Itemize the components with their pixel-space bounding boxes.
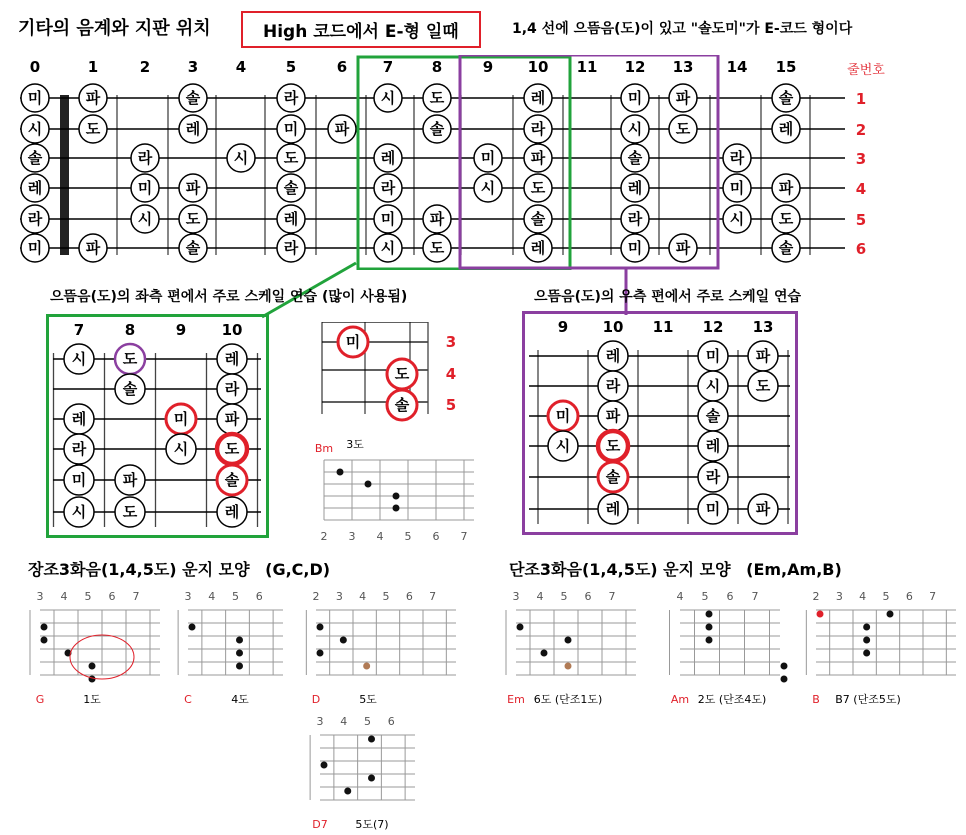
note-label: 파 <box>334 120 350 138</box>
chart-fret-number: 3 <box>512 590 520 603</box>
chart-fret-number: 4 <box>208 590 216 603</box>
fret-number: 10 <box>221 321 243 339</box>
finger-dot <box>236 637 243 644</box>
note-label: 도 <box>755 377 771 395</box>
note-label: 솔 <box>185 239 201 257</box>
note-label: 시 <box>555 437 571 455</box>
right-scale-box <box>522 311 798 535</box>
note-label: 파 <box>85 89 101 107</box>
chart-fret-number: 4 <box>859 590 867 603</box>
finger-dot <box>565 663 572 670</box>
chart-fret-number: 5 <box>560 590 568 603</box>
chord-name: Bm <box>314 442 334 455</box>
note-label: 레 <box>605 500 621 518</box>
note-label: 도 <box>778 210 794 228</box>
finger-dot <box>863 624 870 631</box>
chart-fret-number: 5 <box>84 590 92 603</box>
note-label: 시 <box>380 239 396 257</box>
note-label: 라 <box>283 239 299 257</box>
note-label: 시 <box>627 120 643 138</box>
finger-dot <box>565 637 572 644</box>
fret-number: 10 <box>602 318 624 336</box>
fret-number: 13 <box>672 58 694 76</box>
note-label: 라 <box>605 377 621 395</box>
chord-degree: B7 (단조5도) <box>835 693 901 706</box>
chord-name: B <box>812 693 820 706</box>
note-label: 레 <box>27 179 43 197</box>
note-label: 레 <box>530 239 546 257</box>
fret-number: 5 <box>285 58 297 76</box>
string-number: 2 <box>855 121 867 139</box>
chart-fret-number: 5 <box>404 530 412 542</box>
note-label: 솔 <box>185 89 201 107</box>
note-label: 미 <box>345 333 361 351</box>
note-label: 미 <box>705 347 721 365</box>
note-label: 시 <box>729 210 745 228</box>
note-label: 파 <box>530 149 546 167</box>
finger-dot <box>817 611 824 618</box>
right-scale-caption: 으뜸음(도)의 우측 편에서 주로 스케일 연습 <box>534 289 802 305</box>
finger-dot <box>368 736 375 743</box>
note-label: 시 <box>71 350 87 368</box>
note-label: 파 <box>755 347 771 365</box>
fret-number: 0 <box>29 58 41 76</box>
note-label: 파 <box>429 210 445 228</box>
string-number: 3 <box>445 333 457 351</box>
mode-title-box: High 코드에서 E-형 일때 <box>241 11 481 48</box>
note-label: 솔 <box>705 407 721 425</box>
note-label: 라 <box>71 440 87 458</box>
note-label: 파 <box>122 471 138 489</box>
note-label: 파 <box>185 179 201 197</box>
chart-fret-number: 6 <box>584 590 592 603</box>
finger-dot <box>368 775 375 782</box>
note-label: 시 <box>380 89 396 107</box>
finger-dot <box>41 637 48 644</box>
finger-dot <box>89 663 96 670</box>
finger-dot <box>189 624 196 631</box>
note-label: 미 <box>555 407 571 425</box>
note-label: 미 <box>27 89 43 107</box>
right-scale-diagram <box>525 314 795 532</box>
chart-fret-number: 2 <box>320 530 328 542</box>
note-label: 라 <box>137 149 153 167</box>
note-label: 시 <box>233 149 249 167</box>
chart-fret-number: 4 <box>359 590 367 603</box>
finger-dot <box>363 663 370 670</box>
string-number: 4 <box>855 180 867 198</box>
fret-number: 9 <box>482 58 494 76</box>
minor-title-text: 단조3화음(1,4,5도) 운지 모양 <box>509 560 731 579</box>
note-label: 라 <box>283 89 299 107</box>
note-label: 파 <box>675 89 691 107</box>
chart-fret-number: 6 <box>108 590 116 603</box>
note-label: 라 <box>705 468 721 486</box>
chord-degree: 5도 <box>359 693 377 706</box>
note-label: 미 <box>137 179 153 197</box>
chart-fret-number: 4 <box>536 590 544 603</box>
finger-dot <box>706 624 713 631</box>
note-label: 파 <box>224 410 240 428</box>
note-label: 라 <box>729 149 745 167</box>
note-label: 레 <box>71 410 87 428</box>
note-label: 도 <box>429 239 445 257</box>
chart-fret-number: 3 <box>36 590 44 603</box>
note-label: 도 <box>675 120 691 138</box>
note-label: 솔 <box>605 468 621 486</box>
fret-number: 11 <box>652 318 674 336</box>
left-scale-caption: 으뜸음(도)의 좌측 편에서 주로 스케일 연습 (많이 사용됨) <box>50 289 408 305</box>
note-label: 미 <box>627 89 643 107</box>
note-label: 미 <box>705 500 721 518</box>
finger-dot <box>863 650 870 657</box>
finger-dot <box>317 624 324 631</box>
note-label: 레 <box>778 120 794 138</box>
chart-fret-number: 2 <box>312 590 320 603</box>
major-title <box>28 557 330 580</box>
fret-number: 13 <box>752 318 774 336</box>
chart-fret-number: 4 <box>676 590 684 603</box>
note-label: 시 <box>705 377 721 395</box>
fret-number: 12 <box>702 318 724 336</box>
fret-number: 6 <box>336 58 348 76</box>
note-label: 레 <box>380 149 396 167</box>
chart-fret-number: 6 <box>432 530 440 542</box>
finger-dot <box>365 481 372 488</box>
finger-dot <box>706 611 713 618</box>
note-label: 레 <box>224 350 240 368</box>
finger-dot <box>321 762 328 769</box>
finger-dot <box>41 624 48 631</box>
note-label: 레 <box>605 347 621 365</box>
chart-fret-number: 3 <box>348 530 356 542</box>
note-label: 레 <box>224 503 240 521</box>
note-label: 레 <box>627 179 643 197</box>
finger-dot <box>317 650 324 657</box>
chart-fret-number: 6 <box>387 715 395 728</box>
chart-fret-number: 5 <box>382 590 390 603</box>
minor-title <box>509 557 842 580</box>
page-title: 기타의 음계와 지판 위치 <box>18 18 211 39</box>
note-label: 미 <box>71 471 87 489</box>
chart-fret-number: 7 <box>460 530 468 542</box>
note-label: 시 <box>71 503 87 521</box>
note-label: 솔 <box>627 149 643 167</box>
nut <box>60 95 69 255</box>
finger-dot <box>344 788 351 795</box>
chord-name: G <box>35 693 45 706</box>
chart-fret-number: 3 <box>184 590 192 603</box>
major-title-text: 장조3화음(1,4,5도) 운지 모양 <box>28 560 250 579</box>
note-label: 레 <box>283 210 299 228</box>
note-label: 솔 <box>224 471 240 489</box>
chart-fret-number: 6 <box>905 590 913 603</box>
fret-number: 9 <box>175 321 187 339</box>
note-label: 미 <box>480 149 496 167</box>
string-number: 3 <box>855 150 867 168</box>
chart-fret-number: 3 <box>335 590 343 603</box>
note-label: 파 <box>675 239 691 257</box>
triad-diagram <box>310 322 480 542</box>
note-label: 파 <box>605 407 621 425</box>
finger-dot <box>517 624 524 631</box>
fret-number: 2 <box>139 58 151 76</box>
chart-fret-number: 6 <box>405 590 413 603</box>
note-label: 미 <box>27 239 43 257</box>
note-label: 미 <box>729 179 745 197</box>
chart-fret-number: 6 <box>726 590 734 603</box>
finger-dot <box>393 493 400 500</box>
chord-degree: 6도 (단조1도) <box>533 693 603 706</box>
minor-chords-label: (Em,Am,B) <box>746 560 842 579</box>
note-label: 파 <box>85 239 101 257</box>
chord-name: Em <box>507 693 525 706</box>
string-number: 5 <box>855 211 867 229</box>
string-number: 1 <box>855 90 867 108</box>
fret-number: 4 <box>235 58 247 76</box>
finger-dot <box>340 637 347 644</box>
note-label: 도 <box>122 503 138 521</box>
note-label: 도 <box>224 440 240 458</box>
note-label: 미 <box>283 120 299 138</box>
note-label: 솔 <box>122 380 138 398</box>
chart-fret-number: 7 <box>929 590 937 603</box>
note-label: 시 <box>480 179 496 197</box>
chart-fret-number: 5 <box>882 590 890 603</box>
note-label: 시 <box>137 210 153 228</box>
chord-charts <box>0 585 966 835</box>
chord-name: D <box>311 693 321 706</box>
fret-number: 11 <box>576 58 598 76</box>
chart-fret-number: 7 <box>751 590 759 603</box>
chord-name: D7 <box>312 818 328 831</box>
fret-number: 1 <box>87 58 99 76</box>
chart-fret-number: 5 <box>232 590 239 603</box>
string-number: 4 <box>445 365 457 383</box>
chart-fret-number: 2 <box>812 590 820 603</box>
fret-number: 14 <box>726 58 748 76</box>
note-label: 도 <box>85 120 101 138</box>
fret-number: 10 <box>527 58 549 76</box>
fret-number: 7 <box>382 58 394 76</box>
note-label: 라 <box>627 210 643 228</box>
header-note: 1,4 선에 으뜸음(도)이 있고 "솔도미"가 E-코드 형이다 <box>512 21 853 37</box>
finger-dot <box>887 611 894 618</box>
note-label: 도 <box>394 365 410 383</box>
note-label: 도 <box>185 210 201 228</box>
finger-dot <box>236 663 243 670</box>
note-label: 솔 <box>778 89 794 107</box>
chart-fret-number: 5 <box>701 590 709 603</box>
note-label: 라 <box>530 120 546 138</box>
chart-fret-number: 6 <box>255 590 263 603</box>
chord-degree: 4도 <box>231 693 249 706</box>
finger-dot <box>781 676 788 683</box>
chord-name: Am <box>670 693 690 706</box>
string-number-label: 줄번호 <box>847 63 885 78</box>
note-label: 라 <box>224 380 240 398</box>
note-label: 파 <box>778 179 794 197</box>
finger-dot <box>236 650 243 657</box>
fret-number: 12 <box>624 58 646 76</box>
note-label: 솔 <box>778 239 794 257</box>
note-label: 솔 <box>429 120 445 138</box>
finger-dot <box>541 650 548 657</box>
note-label: 레 <box>530 89 546 107</box>
note-label: 미 <box>627 239 643 257</box>
chart-fret-number: 7 <box>429 590 437 603</box>
note-label: 도 <box>429 89 445 107</box>
fret-number: 9 <box>557 318 569 336</box>
note-label: 시 <box>173 440 189 458</box>
chord-fret-label: 3도 <box>346 438 364 451</box>
chart-fret-number: 4 <box>60 590 68 603</box>
string-number: 5 <box>445 396 457 414</box>
fret-number: 15 <box>775 58 797 76</box>
chart-fret-number: 5 <box>364 715 371 728</box>
note-label: 도 <box>605 437 621 455</box>
finger-dot <box>393 505 400 512</box>
chart-fret-number: 7 <box>132 590 140 603</box>
main-fretboard <box>0 55 966 270</box>
note-label: 솔 <box>283 179 299 197</box>
finger-dot <box>89 676 96 683</box>
fret-number: 8 <box>431 58 443 76</box>
left-scale-diagram <box>49 317 266 535</box>
note-label: 도 <box>122 350 138 368</box>
note-label: 라 <box>380 179 396 197</box>
note-label: 파 <box>755 500 771 518</box>
chart-fret-number: 3 <box>835 590 843 603</box>
fret-number: 7 <box>73 321 85 339</box>
finger-dot <box>706 637 713 644</box>
note-label: 미 <box>173 410 189 428</box>
note-label: 미 <box>380 210 396 228</box>
chart-fret-number: 7 <box>608 590 616 603</box>
fret-number: 3 <box>187 58 199 76</box>
note-label: 시 <box>27 120 43 138</box>
finger-dot <box>337 469 344 476</box>
note-label: 라 <box>27 210 43 228</box>
major-chords-label: (G,C,D) <box>265 560 331 579</box>
note-label: 레 <box>185 120 201 138</box>
note-label: 도 <box>530 179 546 197</box>
fret-number: 8 <box>124 321 136 339</box>
chord-name: C <box>184 693 192 706</box>
note-label: 도 <box>283 149 299 167</box>
chart-fret-number: 4 <box>340 715 348 728</box>
chord-degree: 1도 <box>83 693 101 706</box>
chord-degree: 5도(7) <box>355 818 389 831</box>
string-number: 6 <box>855 240 867 258</box>
note-label: 솔 <box>27 149 43 167</box>
finger-dot <box>863 637 870 644</box>
note-label: 레 <box>705 437 721 455</box>
note-label: 솔 <box>394 396 410 414</box>
left-scale-box <box>46 314 269 538</box>
note-label: 솔 <box>530 210 546 228</box>
chord-degree: 2도 (단조4도) <box>697 693 767 706</box>
chart-fret-number: 3 <box>316 715 324 728</box>
finger-dot <box>781 663 788 670</box>
chart-fret-number: 4 <box>376 530 384 542</box>
